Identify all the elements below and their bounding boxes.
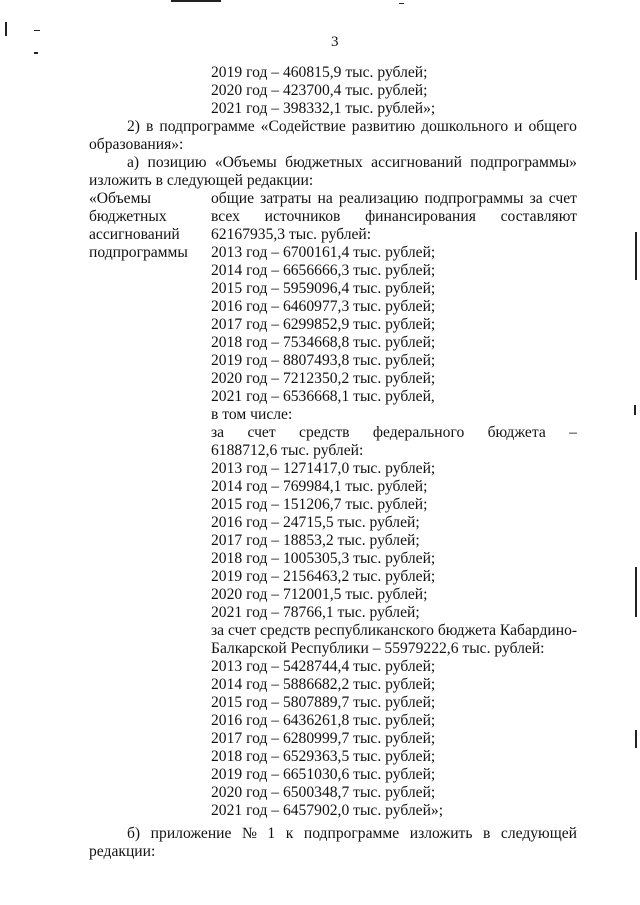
label-line: «Объемы — [89, 190, 151, 207]
total-year-line: 2016 год – 6460977,3 тыс. рублей; — [211, 298, 436, 315]
word: средств — [299, 424, 350, 441]
federal-year-line: 2019 год – 2156463,2 тыс. рублей; — [211, 568, 436, 585]
word: составляют — [500, 208, 577, 225]
republic-year-line: 2020 год – 6500348,7 тыс. рублей; — [211, 784, 436, 801]
republic-year-line: 2019 год – 6651030,6 тыс. рублей; — [211, 766, 436, 783]
word: подпрограммы» — [470, 154, 577, 171]
word: за — [211, 424, 225, 441]
word: следующей — [500, 825, 577, 842]
total-line-3: 62167935,3 тыс. рублей: — [211, 226, 372, 243]
word: общие — [211, 190, 255, 207]
federal-year-line: 2017 год – 18853,2 тыс. рублей; — [211, 532, 420, 549]
word: № — [241, 825, 257, 842]
republic-line-1: за счет средств республиканского бюджета Кабардино- — [211, 622, 578, 639]
word: счет — [247, 424, 276, 441]
total-line-1 — [211, 190, 577, 208]
scan-mark — [635, 232, 637, 280]
total-year-line: 2013 год – 6700161,4 тыс. рублей; — [211, 244, 436, 261]
item-b-line — [127, 825, 577, 843]
word: 2) — [127, 118, 140, 135]
word: на — [317, 190, 333, 207]
word: общего — [528, 118, 577, 135]
word: реализацию — [338, 190, 419, 207]
item-2-line-2: образования»: — [89, 136, 184, 153]
total-year-line: 2018 год – 7534668,8 тыс. рублей; — [211, 334, 436, 351]
word: «Объемы — [214, 154, 277, 171]
in-total-line: в том числе: — [211, 406, 293, 423]
federal-year-line: 2018 год – 1005305,3 тыс. рублей; — [211, 550, 436, 567]
federal-year-line: 2016 год – 24715,5 тыс. рублей; — [211, 514, 420, 531]
word: подпрограмме — [303, 825, 400, 842]
top-year-line: 2020 год – 423700,4 тыс. рублей; — [211, 82, 428, 99]
scan-mark — [399, 3, 404, 4]
page-number: 3 — [331, 34, 339, 50]
total-year-line: 2017 год – 6299852,9 тыс. рублей; — [211, 316, 436, 333]
republic-year-line: 2014 год – 5886682,2 тыс. рублей; — [211, 676, 436, 693]
scan-mark — [171, 0, 221, 2]
republic-year-line: 2021 год – 6457902,0 тыс. рублей»; — [211, 802, 444, 819]
word: изложить — [409, 825, 473, 842]
total-line-2 — [211, 208, 577, 226]
word: всех — [211, 208, 240, 225]
word: ассигнований — [371, 154, 462, 171]
top-year-line: 2019 год – 460815,9 тыс. рублей; — [211, 64, 428, 81]
republic-year-line: 2018 год – 6529363,5 тыс. рублей; — [211, 748, 436, 765]
total-year-line: 2020 год – 7212350,2 тыс. рублей; — [211, 370, 436, 387]
word: дошкольного — [421, 118, 509, 135]
word: затраты — [260, 190, 312, 207]
word: б) — [127, 825, 141, 842]
word: федерального — [372, 424, 465, 441]
item-2-line — [127, 118, 577, 136]
federal-line-1 — [211, 424, 577, 442]
label-line: ассигнований — [89, 226, 180, 243]
word: финансирования — [365, 208, 476, 225]
word: источников — [264, 208, 341, 225]
word: и — [514, 118, 523, 135]
word: к — [285, 825, 294, 842]
scan-mark — [634, 405, 636, 415]
label-line: бюджетных — [89, 208, 167, 225]
label-line: подпрограммы — [89, 244, 188, 261]
scan-mark — [5, 22, 7, 36]
total-year-line: 2014 год – 6656666,3 тыс. рублей; — [211, 262, 436, 279]
word: а) — [127, 154, 140, 171]
republic-line-2: Балкарской Республики – 55979222,6 тыс. рублей: — [211, 640, 545, 657]
top-year-line: 2021 год – 398332,1 тыс. рублей»; — [211, 100, 436, 117]
federal-year-line: 2015 год – 151206,7 тыс. рублей; — [211, 496, 428, 513]
federal-year-line: 2013 год – 1271417,0 тыс. рублей; — [211, 460, 436, 477]
word: – — [569, 424, 577, 441]
scan-mark — [34, 52, 38, 54]
word: бюджетных — [285, 154, 363, 171]
word: бюджета — [487, 424, 546, 441]
item-b-line-2: редакции: — [89, 843, 156, 860]
word: за — [529, 190, 543, 207]
word: подпрограммы — [424, 190, 524, 207]
scan-mark — [34, 30, 40, 31]
word: счет — [548, 190, 577, 207]
word: подпрограмме — [159, 118, 255, 135]
federal-year-line: 2020 год – 712001,5 тыс. рублей; — [211, 586, 428, 603]
federal-line-2: 6188712,6 тыс. рублей: — [211, 442, 364, 459]
republic-year-line: 2013 год – 5428744,4 тыс. рублей; — [211, 658, 436, 675]
republic-year-line: 2017 год – 6280999,7 тыс. рублей; — [211, 730, 436, 747]
word: развитию — [351, 118, 416, 135]
word: приложение — [150, 825, 232, 842]
republic-year-line: 2016 год – 6436261,8 тыс. рублей; — [211, 712, 436, 729]
word: в — [483, 825, 491, 842]
word: позицию — [147, 154, 207, 171]
total-year-line: 2021 год – 6536668,1 тыс. рублей, — [211, 388, 435, 405]
republic-year-line: 2015 год – 5807889,7 тыс. рублей; — [211, 694, 436, 711]
total-year-line: 2015 год – 5959096,4 тыс. рублей; — [211, 280, 436, 297]
federal-year-line: 2014 год – 769984,1 тыс. рублей; — [211, 478, 428, 495]
scan-mark — [635, 730, 637, 748]
federal-year-line: 2021 год – 78766,1 тыс. рублей; — [211, 604, 420, 621]
word: «Содействие — [260, 118, 346, 135]
scan-mark — [635, 567, 637, 617]
word: 1 — [267, 825, 276, 842]
item-a-line-2: изложить в следующей редакции: — [89, 172, 314, 189]
item-a-line — [127, 154, 577, 172]
word: в — [145, 118, 154, 135]
total-year-line: 2019 год – 8807493,8 тыс. рублей; — [211, 352, 436, 369]
